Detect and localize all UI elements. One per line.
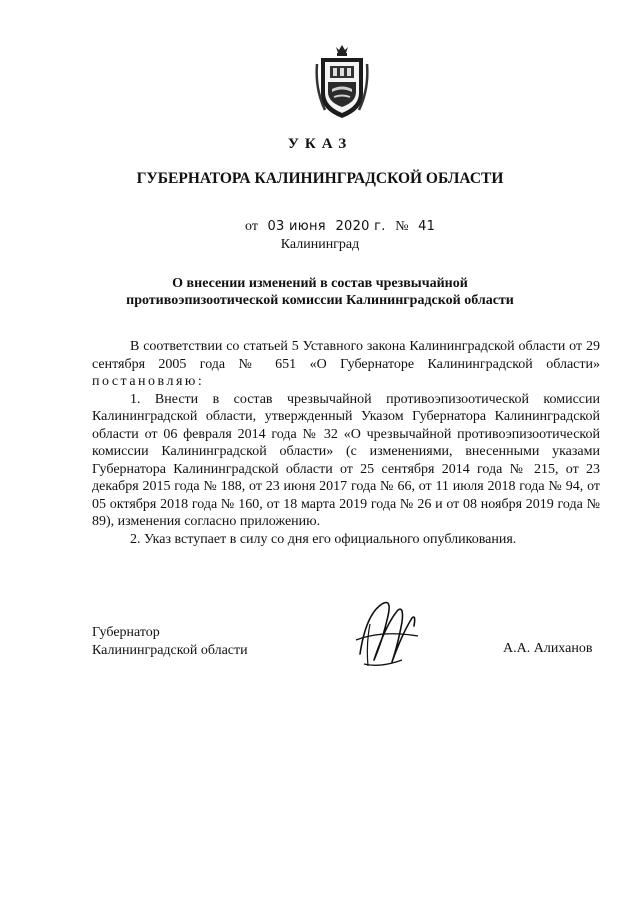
date-line — [245, 219, 435, 235]
signatory-position — [92, 624, 248, 659]
decree-heading: УКАЗ — [287, 136, 353, 152]
position-line-2: Калининградской области — [92, 642, 248, 658]
date-prefix: от — [245, 219, 258, 234]
number-sign: № — [395, 219, 409, 234]
coat-of-arms-icon — [315, 44, 369, 122]
title-line-2: противоэпизоотической комиссии Калининградской области — [126, 293, 514, 308]
decree-title — [0, 275, 640, 309]
item-1-paragraph: 1. Внести в состав чрезвычайной противоэпизоотической комиссии Калининградской области, утвержденный Указом Губернатора Калининградской области от 06 февраля 2014 года № 32 «О чрезвычайной противоэпизоотической комиссии Калининградской области» (с изменениями, внесенными указами Губернатора Калининградской области от 25 сентября 2014 года № 215, от 23 декабря 2015 года № 188, от 23 июня 2017 года № 66, от 11 июля 2018 года № 94, от 05 октября 2018 года № 160, от 18 марта 2019 года № 26 и от 08 ноября 2019 года № 89), изменения согласно приложению. — [92, 391, 600, 529]
date-day: 03 июня — [267, 219, 326, 234]
handwritten-signature — [352, 594, 422, 672]
city-name: Калининград — [280, 237, 360, 252]
item-2-paragraph: 2. Указ вступает в силу со дня его официального опубликования. — [130, 531, 517, 547]
preamble-text: В соответствии со статьей 5 Уставного закона Калининградской области от 29 сентября 2005 года № 651 «О Губернаторе Калининградской области» — [92, 339, 600, 372]
preamble-paragraph — [92, 338, 600, 391]
date-year: 2020 г. — [335, 219, 386, 234]
position-line-1: Губернатор — [92, 625, 160, 640]
title-line-1: О внесении изменений в состав чрезвычайной — [172, 276, 468, 291]
decree-number: 41 — [418, 219, 436, 234]
resolve-word: постановляю: — [92, 374, 205, 389]
signatory-name: А.А. Алиханов — [503, 641, 593, 656]
issuer-heading: ГУБЕРНАТОРА КАЛИНИНГРАДСКОЙ ОБЛАСТИ — [136, 170, 504, 187]
decree-body — [92, 338, 600, 548]
